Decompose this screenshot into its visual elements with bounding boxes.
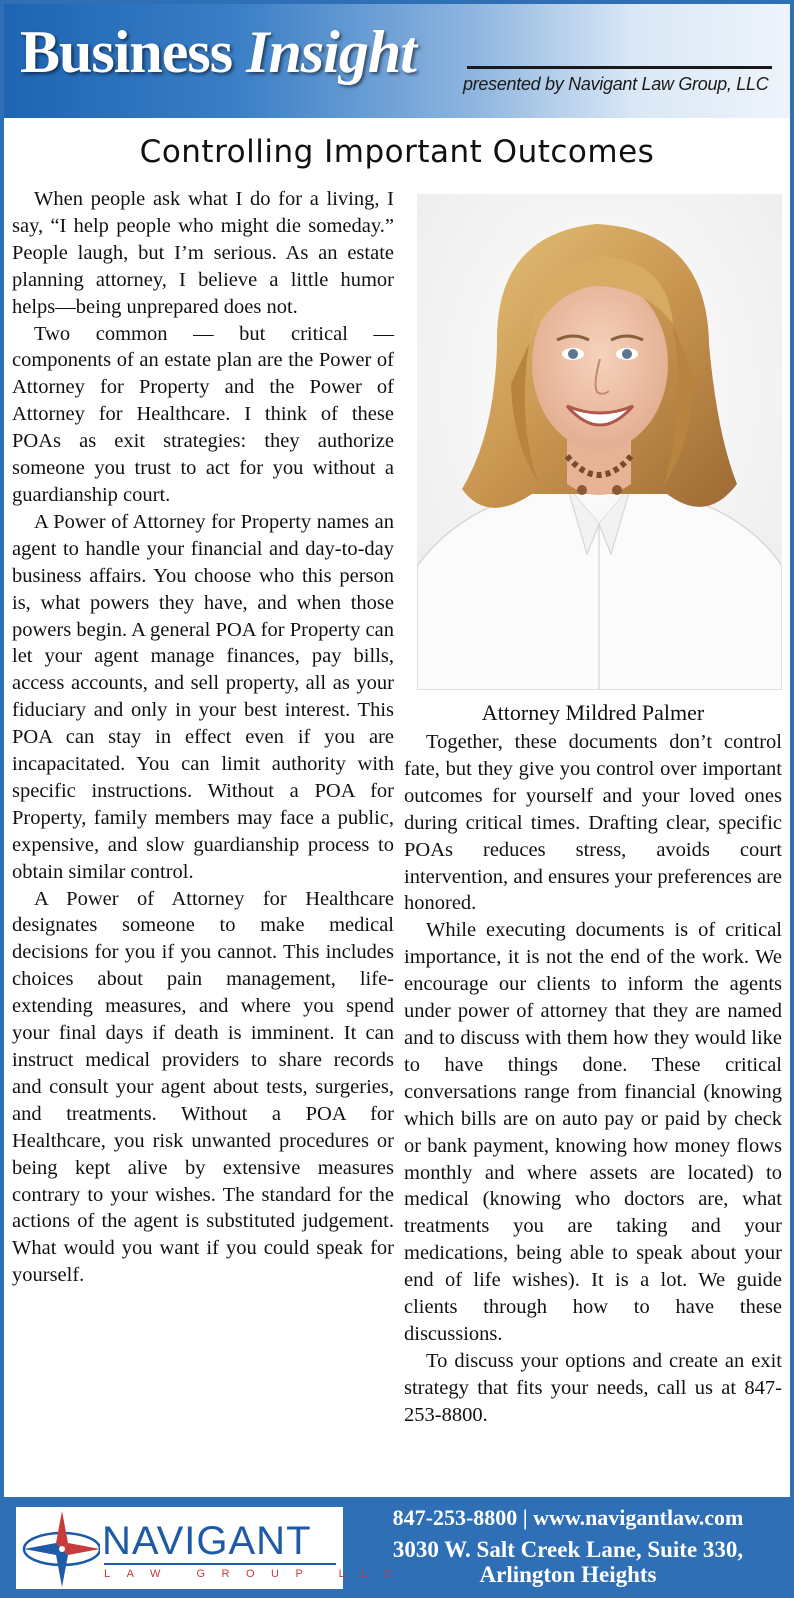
logo-divider (104, 1563, 336, 1565)
portrait-illustration (417, 194, 782, 690)
left-paragraph-3: A Power of Attorney for Property names an agent to handle your financial and day-to-day business affairs. You choose who this person is, what powers they have, and when those powers begin. A general POA for Property can let your agent manage finances, pay bills, access accounts, and sell property, all as your fiduciary and only in your best interest. This POA can stay in effect even if you are incapacitated. You can limit authority with specific instructions. Without a POA for Property, family members may face a public, expensive, and slow guardianship process to obtain similar control. (12, 510, 394, 883)
presented-by-text: presented by Navigant Law Group, LLC (463, 74, 769, 94)
brand-title (20, 19, 416, 85)
left-column (12, 186, 394, 1289)
article-title: Controlling Important Outcomes (139, 134, 655, 170)
right-column (404, 729, 782, 1429)
left-paragraph-2: Two common — but critical — components of an estate plan are the Power of Attorney for Property and the Power of Attorney for Healthcare. I think of these POAs as exit strategies: they authorize someone you trust to act for you without a guardianship court. (12, 322, 394, 506)
right-paragraph-3: To discuss your options and create an exit strategy that fits your needs, call us at 847-253-8800. (404, 1349, 782, 1426)
brand-word-business: Business (20, 19, 233, 85)
left-paragraph-4: A Power of Attorney for Healthcare designates someone to make medical decisions for you if you cannot. This includes choices about pain management, life-extending measures, and where you spend your final days if death is imminent. It can instruct medical providers to share records and consult your agent about tests, surgeries, and treatments. Without a POA for Healthcare, you risk unwanted procedures or being kept alive by extensive measures contrary to your wishes. The standard for the actions of the agent is substituted judgement. What would you want if you could speak for yourself. (12, 887, 394, 1287)
logo-name: NAVIGANT (102, 1519, 312, 1563)
brand-word-insight: Insight (246, 19, 416, 85)
address-line-2: Arlington Heights (479, 1562, 657, 1587)
address-line-1: 3030 W. Salt Creek Lane, Suite 330, (392, 1537, 744, 1562)
phone-website[interactable]: 847-253-8800 | www.navigantlaw.com (392, 1505, 744, 1530)
photo-caption: Attorney Mildred Palmer (481, 700, 705, 725)
right-paragraph-1: Together, these documents don’t control fate, but they give you control over important outcomes for yourself and your loved ones during critical times. Drafting clear, specific POAs reduces stress, avoids court intervention, and ensures your preferences are honored. (404, 731, 782, 915)
brand-divider (467, 66, 772, 69)
header-banner (4, 4, 790, 118)
attorney-photo (417, 194, 782, 690)
left-paragraph-1: When people ask what I do for a living, I say, “I help people who might die someday.” People laugh, but I’m serious. As an estate planning attorney, I believe a little humor helps—being unprepared does not. (12, 188, 394, 318)
footer-bar (4, 1497, 790, 1598)
logo-subtitle: LAW GROUP LLC (104, 1568, 409, 1580)
navigant-logo[interactable] (16, 1507, 409, 1589)
compass-star-icon (20, 1507, 100, 1589)
right-paragraph-2: While executing documents is of critical importance, it is not the end of the work. We encourage our clients to inform the agents under power of attorney that they are named and to discuss with them how they would like to have things done. These critical conversations range from financial (knowing which bills are on auto pay or paid by check or bank payment, knowing how money flows monthly and where assets are located) to medical (knowing who doctors are, what treatments you are taking and your medications, being able to speak about your end of life wishes). It is a lot. We guide clients through how to have these discussions. (404, 919, 782, 1345)
